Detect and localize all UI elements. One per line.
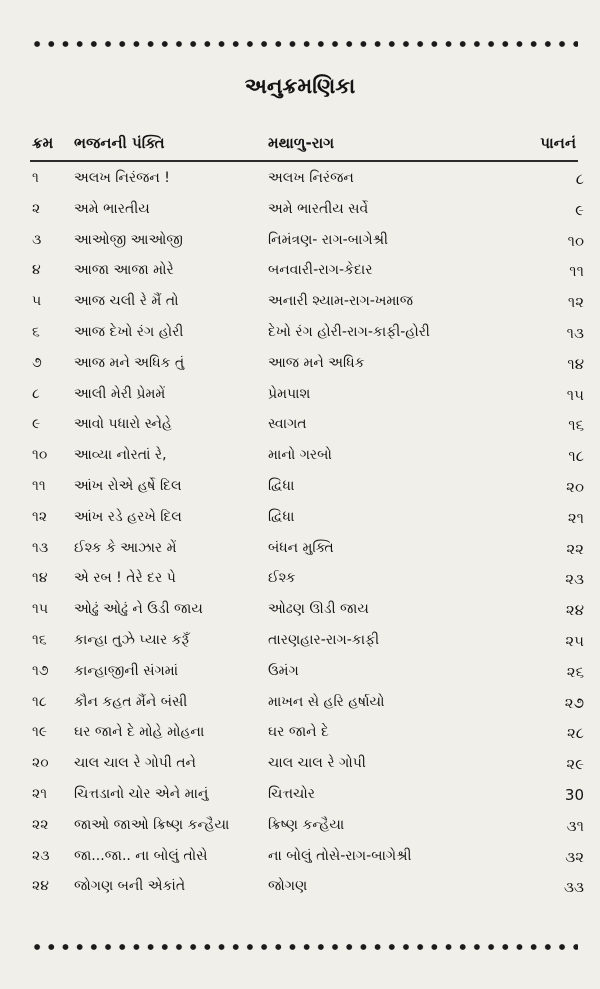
row-serial-number: ૬ (32, 324, 40, 340)
row-bhajan-line: જા...જા.. ના બોલું તોસે (74, 847, 208, 864)
row-serial-number: ૨ (32, 200, 41, 217)
header-title-raga: મથાળુ-રાગ (268, 134, 335, 152)
row-page-number: ૨૯ (566, 755, 584, 774)
table-row (0, 780, 600, 810)
row-title-raga: ના બોલું તોસે-રાગ-બાગેશ્રી (268, 847, 412, 864)
row-page-number: ૨૪ (565, 601, 584, 620)
row-bhajan-line: આજ મને અધિક તું (74, 354, 185, 371)
table-row (0, 472, 600, 502)
table-row (0, 688, 600, 718)
table-row (0, 872, 600, 902)
bottom-dotted-border (30, 943, 578, 951)
table-row (0, 410, 600, 440)
row-bhajan-line: ચિત્તડાનો ચોર એને માનું (74, 786, 209, 802)
row-bhajan-line: આજ દેખો રંગ હોરી (74, 324, 184, 340)
header-divider (30, 160, 578, 162)
row-page-number: ૧૮ (568, 447, 584, 466)
row-title-raga: નિમંત્રણ- રાગ-બાગેશ્રી (268, 231, 389, 248)
row-bhajan-line: આલી મેરી પ્રેમમેં (74, 385, 166, 402)
row-bhajan-line: અલખ નિરંજન ! (74, 170, 170, 186)
row-serial-number: ૧૩ (32, 539, 49, 556)
row-bhajan-line: કાન્હાજીની સંગમાં (74, 662, 179, 679)
row-page-number: ૮ (575, 170, 584, 188)
row-page-number: ૨૫ (565, 632, 584, 650)
row-bhajan-line: એ રબ ! તેરે દર પે (74, 570, 176, 587)
row-bhajan-line: આવો પધારો સ્નેહે (74, 416, 172, 433)
table-row (0, 349, 600, 379)
row-bhajan-line: કૌન કહત મૈંને બંસી (74, 693, 188, 710)
table-row (0, 564, 600, 594)
row-page-number: ૯ (575, 200, 584, 219)
row-title-raga: ક્રિષ્ણ કન્હૈયા (268, 816, 345, 833)
row-bhajan-line: જાઓ જાઓ ક્રિષ્ણ કન્હૈયા (74, 816, 230, 833)
row-serial-number: ૭ (32, 354, 42, 371)
row-page-number: ૩૩ (564, 878, 584, 897)
row-page-number: ૩૨ (565, 847, 584, 866)
row-page-number: ૨૮ (566, 724, 584, 743)
table-header (0, 134, 600, 160)
table-row (0, 626, 600, 656)
table-row (0, 441, 600, 471)
table-row (0, 749, 600, 779)
row-page-number: ૧૨ (567, 293, 584, 312)
header-serial-number: ક્રમ (32, 134, 54, 152)
row-bhajan-line: ઘર જાને દે મોહે મોહના (74, 724, 205, 741)
table-row (0, 287, 600, 317)
row-title-raga: અમે ભારતીય સર્વે (268, 200, 369, 217)
row-bhajan-line: ચાલ ચાલ રે ગોપી તને (74, 755, 196, 772)
row-bhajan-line: આજા આજા મોરે (74, 262, 174, 279)
row-page-number: ૨૦ (566, 478, 584, 496)
row-title-raga: અલખ નિરંજન (268, 170, 354, 186)
row-title-raga: માનો ગરબો (268, 447, 332, 464)
header-page-number: પાનનં (540, 134, 576, 152)
page-title: અનુક્રમણિકા (244, 74, 356, 98)
row-serial-number: ૨૨ (32, 816, 49, 833)
row-serial-number: ૧ (32, 170, 39, 186)
row-serial-number: ૨૩ (32, 847, 50, 864)
row-bhajan-line: આંખ રડે હરખે દિલ (74, 508, 182, 525)
row-title-raga: ઉમંગ (268, 662, 299, 679)
row-serial-number: ૪ (32, 262, 41, 279)
row-page-number: ૧૬ (568, 416, 584, 435)
row-bhajan-line: ઓઢું ઓઢું ને ઉડી જાય (74, 601, 203, 618)
row-serial-number: ૧૭ (32, 662, 49, 679)
row-serial-number: ૯ (32, 416, 41, 433)
row-serial-number: ૧૦ (32, 447, 48, 464)
row-title-raga: માખન સે હરિ હર્ષાયો (268, 693, 385, 710)
table-row (0, 534, 600, 564)
row-title-raga: આજ મને અધિક (268, 354, 365, 371)
row-bhajan-line: આંખ રોએ હર્ષે દિલ (74, 478, 182, 494)
row-page-number: ૧૪ (567, 354, 584, 373)
table-row (0, 718, 600, 748)
row-serial-number: ૧૧ (32, 478, 46, 494)
row-title-raga: અનારી શ્યામ-રાગ-ખમાજ (268, 293, 413, 310)
row-title-raga: પ્રેમપાશ (268, 385, 311, 402)
row-title-raga: બનવારી-રાગ-કેદાર (268, 262, 373, 279)
row-title-raga: ઈશ્ક (268, 570, 296, 587)
row-page-number: ૨૩ (565, 570, 584, 589)
row-title-raga: બંધન મુક્તિ (268, 539, 334, 556)
row-title-raga: દ્વિધા (268, 508, 295, 525)
row-bhajan-line: અમે ભારતીય (74, 200, 150, 217)
row-page-number: ૧૩ (566, 324, 584, 342)
row-bhajan-line: જોગણ બની એકાંતે (74, 878, 186, 895)
row-serial-number: ૮ (32, 385, 40, 402)
row-page-number: ૧૦ (567, 231, 584, 250)
row-serial-number: ૧૪ (32, 570, 48, 587)
top-dotted-border (30, 40, 578, 48)
row-serial-number: ૨૧ (32, 786, 48, 802)
row-bhajan-line: કાન્હા તુઝે પ્યાર કરૂઁ (74, 632, 190, 648)
table-row (0, 164, 600, 194)
row-title-raga: ઘર જાને દે (268, 724, 329, 741)
row-serial-number: ૫ (32, 293, 42, 310)
table-row (0, 842, 600, 872)
row-serial-number: ૧૨ (32, 508, 48, 525)
table-row (0, 811, 600, 841)
row-title-raga: ચાલ ચાલ રે ગોપી (268, 755, 366, 772)
row-bhajan-line: આવ્યા નોરતાં રે, (74, 447, 167, 464)
row-bhajan-line: ઈશ્ક કે આઝાર મેં (74, 539, 177, 556)
row-serial-number: ૧૯ (32, 724, 48, 741)
row-title-raga: ઓઢણ ઊડી જાય (268, 601, 369, 618)
row-title-raga: દેખો રંગ હોરી-રાગ-કાફી-હોરી (268, 324, 430, 340)
row-serial-number: ૩ (32, 231, 42, 248)
table-row (0, 380, 600, 410)
table-row (0, 318, 600, 348)
row-serial-number: ૨૪ (32, 878, 49, 895)
row-page-number: ૨૧ (567, 508, 584, 527)
table-row (0, 256, 600, 286)
row-bhajan-line: આઓજી આઓજી (74, 231, 183, 248)
row-serial-number: ૧૮ (32, 693, 47, 710)
table-row (0, 195, 600, 225)
row-serial-number: ૨૦ (32, 755, 49, 772)
row-page-number: ૨૨ (566, 539, 584, 558)
table-row (0, 657, 600, 687)
row-page-number: ૧૫ (566, 385, 584, 404)
row-page-number: 30 (564, 786, 584, 804)
row-title-raga: તારણહાર-રાગ-કાફી (268, 632, 380, 648)
row-page-number: ૨૭ (564, 693, 584, 712)
table-row (0, 226, 600, 256)
header-bhajan-line: ભજનની પંક્તિ (74, 134, 165, 152)
row-page-number: ૨૬ (566, 662, 584, 681)
row-serial-number: ૧૫ (32, 601, 49, 618)
row-title-raga: દ્વિધા (268, 478, 295, 494)
row-serial-number: ૧૬ (32, 632, 47, 648)
table-row (0, 503, 600, 533)
row-page-number: ૧૧ (569, 262, 584, 281)
table-row (0, 595, 600, 625)
row-page-number: ૩૧ (566, 816, 584, 835)
row-title-raga: ચિત્તચોર (268, 786, 315, 802)
row-title-raga: સ્વાગત (268, 416, 307, 433)
row-bhajan-line: આજ ચલી રે મૈં તો (74, 293, 179, 310)
row-title-raga: જોગણ (268, 878, 308, 895)
